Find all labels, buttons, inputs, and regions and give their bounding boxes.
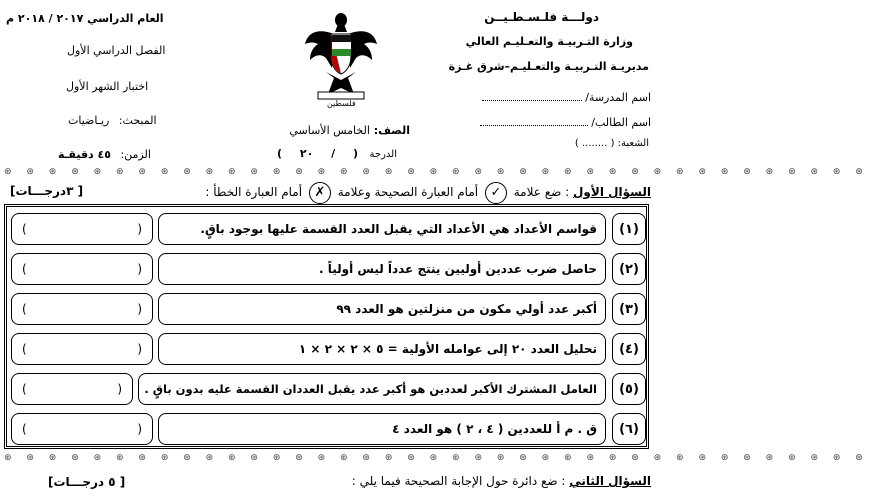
state-name: دولـــة فلـسـطـيــن (484, 10, 599, 24)
answer-paren-open: ( (22, 262, 27, 276)
question1-instruction-c: أمام العبارة الخطأ : (205, 185, 303, 199)
student-name-label: اسم الطالب/ (591, 116, 651, 129)
student-name-field[interactable] (480, 116, 651, 129)
answer-paren-close: ) (117, 382, 122, 396)
item-statement: تحليل العدد ٢٠ إلى عوامله الأولية = ٥ × ٢ × ٢ × ١ (158, 333, 606, 365)
cross-mark-icon: ✗ (309, 182, 331, 204)
table-row (11, 253, 646, 285)
item-statement: أكبر عدد أولي مكون من منزلتين هو العدد ٩٩ (158, 293, 606, 325)
item-number: (٢) (612, 253, 646, 285)
school-name-field[interactable] (482, 91, 651, 104)
exam-title: اختبار الشهر الأول (66, 80, 149, 93)
student-name-blank[interactable] (480, 125, 588, 126)
answer-paren-open: ( (22, 342, 27, 356)
answer-paren-close: ) (137, 422, 142, 436)
time-label: الزمن: (120, 148, 151, 161)
table-row (11, 333, 646, 365)
question1-instruction-b: أمام العبارة الصحيحة وعلامة (337, 185, 479, 199)
question1-marks: [ ٣درجـــات] (10, 184, 84, 198)
subject-field (68, 114, 157, 127)
answer-box[interactable] (11, 373, 133, 405)
question1-instruction-a: : ضع علامة (513, 185, 570, 199)
item-number: (١) (612, 213, 646, 245)
ornament-divider-bottom: ⊛ ⊛ ⊛ ⊛ ⊛ ⊛ ⊛ ⊛ ⊛ ⊛ ⊛ ⊛ ⊛ ⊛ ⊛ ⊛ ⊛ ⊛ ⊛ ⊛ ⊛ ⊛ ⊛ ⊛ ⊛ ⊛ ⊛ ⊛ ⊛ ⊛ ⊛ ⊛ ⊛ ⊛ ⊛ ⊛ ⊛ ⊛ ⊛ (4, 453, 869, 463)
question1-table (4, 204, 649, 449)
item-statement: قواسم الأعداد هي الأعداد التي يقبل العدد القسمة عليها بوجود باقٍ. (158, 213, 606, 245)
score-label: الدرجة (369, 149, 397, 160)
answer-paren-open: ( (22, 222, 27, 236)
section-blank[interactable]: ( ........ ) (574, 138, 615, 149)
answer-box[interactable] (11, 253, 153, 285)
question1-title (205, 182, 651, 204)
item-statement: حاصل ضرب عددين أوليين ينتج عدداً ليس أولياً . (158, 253, 606, 285)
grade-label: الصف: (373, 124, 410, 137)
section-field[interactable] (575, 138, 649, 149)
ornament-divider-top: ⊛ ⊛ ⊛ ⊛ ⊛ ⊛ ⊛ ⊛ ⊛ ⊛ ⊛ ⊛ ⊛ ⊛ ⊛ ⊛ ⊛ ⊛ ⊛ ⊛ ⊛ ⊛ ⊛ ⊛ ⊛ ⊛ ⊛ ⊛ ⊛ ⊛ ⊛ ⊛ ⊛ ⊛ ⊛ ⊛ ⊛ ⊛ ⊛ (4, 167, 869, 177)
item-number: (٣) (612, 293, 646, 325)
table-row (11, 413, 646, 445)
answer-paren-open: ( (22, 422, 27, 436)
item-statement: ق . م أ للعددين ( ٤ ، ٢ ) هو العدد ٤ (158, 413, 606, 445)
time-value: ٤٥ دقيقـة (58, 148, 111, 161)
question2-title (352, 474, 651, 488)
time-field (58, 148, 151, 161)
score-value: ( / ٢٠ ) (277, 147, 359, 160)
answer-box[interactable] (11, 213, 153, 245)
answer-paren-close: ) (137, 302, 142, 316)
question1-label: السؤال الأول (573, 185, 651, 199)
item-number: (٦) (612, 413, 646, 445)
check-mark-icon: ✓ (485, 182, 507, 204)
score-field (277, 147, 397, 160)
answer-box[interactable] (11, 413, 153, 445)
question2-instruction: : ضع دائرة حول الإجابة الصحيحة فيما يلي : (351, 474, 566, 488)
palestine-eagle-emblem-icon (304, 8, 378, 108)
academic-year: العام الدراسي ٢٠١٧ / ٢٠١٨ م (6, 12, 164, 25)
grade-value: الخامس الأساسي (289, 124, 370, 137)
question2-marks: [ ٥ درجـــات] (48, 475, 126, 489)
answer-paren-close: ) (137, 262, 142, 276)
section-label: الشعبة: (617, 138, 649, 149)
semester: الفصل الدراسي الأول (67, 44, 166, 57)
item-number: (٥) (612, 373, 646, 405)
table-row (11, 293, 646, 325)
ministry-name: وزارة التـربيـة والتعـليـم العالي (465, 35, 633, 48)
directorate-name: مديريـة التـربيـة والتعـليـم–شرق غـزة (448, 60, 649, 73)
subject-label: المبحث: (118, 114, 157, 127)
answer-paren-open: ( (22, 302, 27, 316)
answer-paren-open: ( (22, 382, 27, 396)
item-number: (٤) (612, 333, 646, 365)
emblem-caption: فلسطين (327, 99, 356, 108)
item-statement: العامل المشترك الأكبر لعددين هو أكبر عدد يقبل العددان القسمة عليه بدون باقٍ . (138, 373, 606, 405)
school-name-blank[interactable] (482, 100, 582, 101)
subject-value: ريـاضيات (68, 114, 110, 127)
table-row (11, 373, 646, 405)
grade-field (289, 124, 410, 137)
answer-box[interactable] (11, 293, 153, 325)
answer-paren-close: ) (137, 222, 142, 236)
table-row (11, 213, 646, 245)
question2-label: السؤال الثاني (569, 474, 651, 488)
school-name-label: اسم المدرسة/ (585, 91, 651, 104)
answer-box[interactable] (11, 333, 153, 365)
answer-paren-close: ) (137, 342, 142, 356)
